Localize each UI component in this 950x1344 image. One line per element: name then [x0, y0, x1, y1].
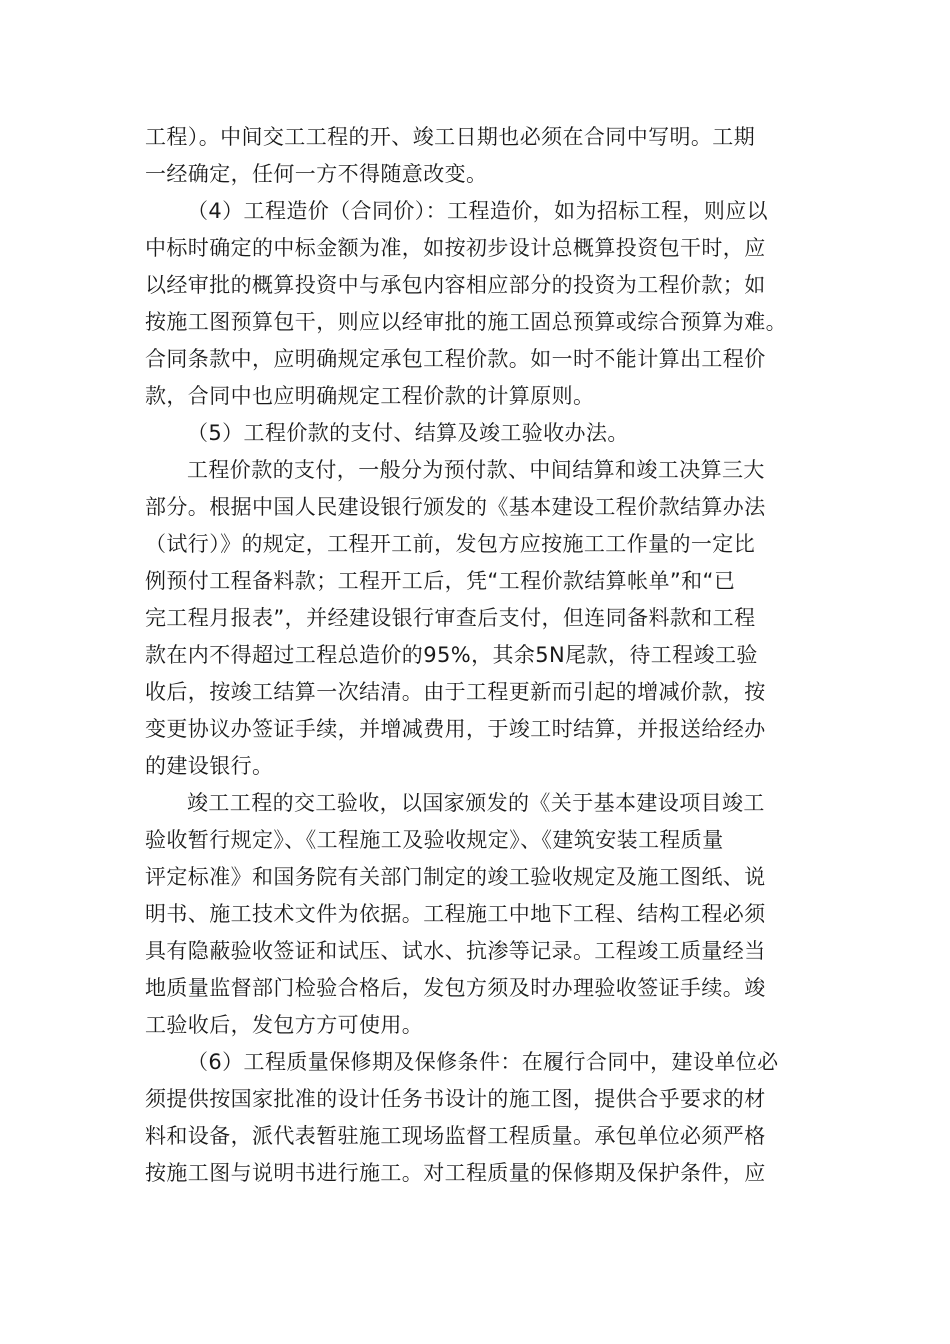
- document-body: [145, 119, 805, 1192]
- text-line: 按施工图预算包干，则应以经审批的施工固总预算或综合预算为难。: [145, 310, 787, 334]
- text-line: 变更协议办签证手续，并增减费用，于竣工时结算，并报送给经办: [145, 717, 766, 741]
- text-line: （6）工程质量保修期及保修条件：在履行合同中，建设单位必: [187, 1050, 779, 1074]
- text-line: （试行）》的规定，工程开工前，发包方应按施工工作量的一定比: [145, 532, 756, 556]
- text-line: 合同条款中，应明确规定承包工程价款。如一时不能计算出工程价: [145, 347, 766, 371]
- text-line: 工程价款的支付，一般分为预付款、中间结算和竣工决算三大: [187, 458, 765, 482]
- text-line: 一经确定，任何一方不得随意改变。: [145, 162, 488, 186]
- text-line: 例预付工程备料款；工程开工后，凭“工程价款结算帐单”和“已: [145, 569, 736, 593]
- text-line: 评定标准》和国务院有关部门制定的竣工验收规定及施工图纸、说: [145, 865, 766, 889]
- text-line: 具有隐蔽验收签证和试压、试水、抗渗等记录。工程竣工质量经当: [145, 939, 766, 963]
- text-line: 部分。根据中国人民建设银行颁发的《基本建设工程价款结算办法: [145, 495, 766, 519]
- text-line: 收后，按竣工结算一次结清。由于工程更新而引起的增减价款，按: [145, 680, 766, 704]
- text-line: 明书、施工技术文件为依据。工程施工中地下工程、结构工程必须: [145, 902, 766, 926]
- text-line: 以经审批的概算投资中与承包内容相应部分的投资为工程价款；如: [145, 273, 766, 297]
- text-line: 竣工工程的交工验收，以国家颁发的《关于基本建设项目竣工: [187, 791, 765, 815]
- text-line: （5）工程价款的支付、结算及竣工验收办法。: [187, 421, 629, 445]
- text-line: 款在内不得超过工程总造价的95%，其余5N尾款，待工程竣工验: [145, 643, 758, 667]
- text-line: 料和设备，派代表暂驻施工现场监督工程质量。承包单位必须严格: [145, 1124, 766, 1148]
- text-line: 工程）。中间交工工程的开、竣工日期也必须在合同中写明。工期: [145, 125, 756, 149]
- text-line: 款，合同中也应明确规定工程价款的计算原则。: [145, 384, 595, 408]
- text-line: 按施工图与说明书进行施工。对工程质量的保修期及保护条件，应: [145, 1161, 766, 1185]
- text-line: 须提供按国家批准的设计任务书设计的施工图，提供合乎要求的材: [145, 1087, 766, 1111]
- text-line: 中标时确定的中标金额为准，如按初步设计总概算投资包干时，应: [145, 236, 766, 260]
- text-line: 的建设银行。: [145, 754, 274, 778]
- text-line: （4）工程造价（合同价）：工程造价，如为招标工程，则应以: [187, 199, 769, 223]
- text-line: 验收暂行规定》、《工程施工及验收规定》、《建筑安装工程质量: [145, 828, 724, 852]
- text-line: 完工程月报表”，并经建设银行审查后支付，但连同备料款和工程: [145, 606, 756, 630]
- text-line: 工验收后，发包方方可使用。: [145, 1013, 424, 1037]
- text-line: 地质量监督部门检验合格后，发包方须及时办理验收签证手续。竣: [145, 976, 766, 1000]
